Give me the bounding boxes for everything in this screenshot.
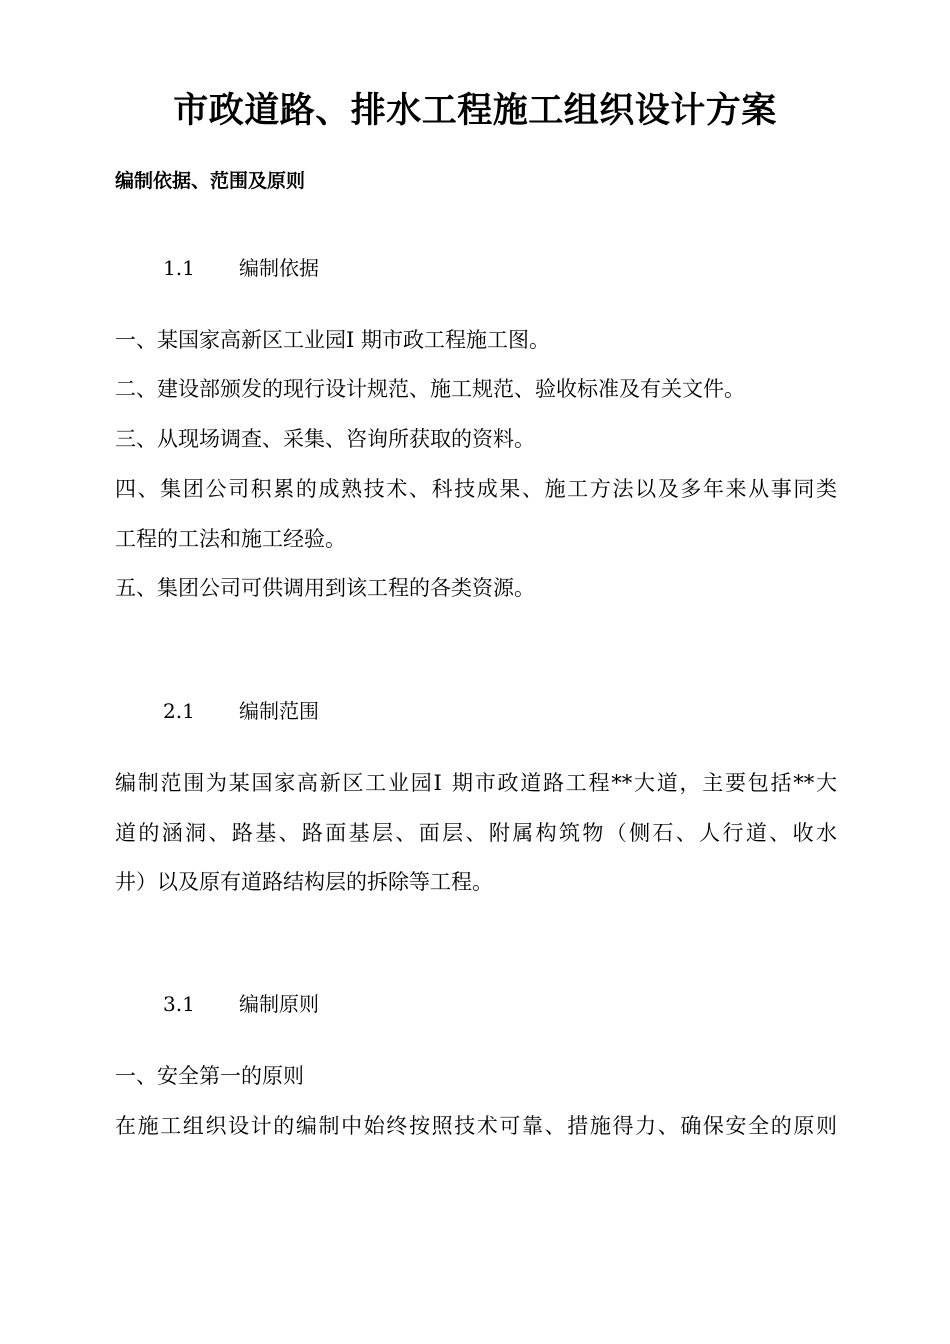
document-title: 市政道路、排水工程施工组织设计方案 — [173, 91, 777, 131]
principle-heading: 一、安全第一的原则 — [115, 1064, 304, 1088]
subsection-number: 2.1 — [163, 699, 195, 723]
subsection-number: 3.1 — [163, 992, 195, 1016]
subsection-number: 1.1 — [163, 256, 195, 280]
subsection-heading-basis — [163, 253, 319, 283]
subsection-heading-scope — [163, 696, 319, 726]
basis-item: 二、建设部颁发的现行设计规范、施工规范、验收标准及有关文件。 — [115, 377, 745, 401]
basis-item: 一、某国家高新区工业园Ⅰ 期市政工程施工图。 — [115, 328, 550, 352]
basis-item: 四、集团公司积累的成熟技术、科技成果、施工方法以及多年来从事同类 — [115, 477, 837, 501]
principle-text: 在施工组织设计的编制中始终按照技术可靠、措施得力、确保安全的原则 — [115, 1114, 837, 1138]
scope-paragraph-line: 编制范围为某国家高新区工业园Ⅰ 期市政道路工程**大道，主要包括**大 — [115, 771, 837, 795]
subsection-label: 编制范围 — [239, 699, 319, 723]
basis-item-continued: 工程的工法和施工经验。 — [115, 527, 346, 551]
subsection-label: 编制原则 — [239, 992, 319, 1016]
subsection-heading-principles — [163, 989, 319, 1019]
section-heading: 编制依据、范围及原则 — [115, 170, 306, 192]
scope-paragraph-line: 道的涵洞、路基、路面基层、面层、附属构筑物（侧石、人行道、收水 — [115, 821, 837, 845]
scope-paragraph-line: 井）以及原有道路结构层的拆除等工程。 — [115, 870, 493, 894]
basis-item: 五、集团公司可供调用到该工程的各类资源。 — [115, 576, 535, 600]
basis-item: 三、从现场调查、采集、咨询所获取的资料。 — [115, 427, 535, 451]
subsection-label: 编制依据 — [239, 256, 319, 280]
